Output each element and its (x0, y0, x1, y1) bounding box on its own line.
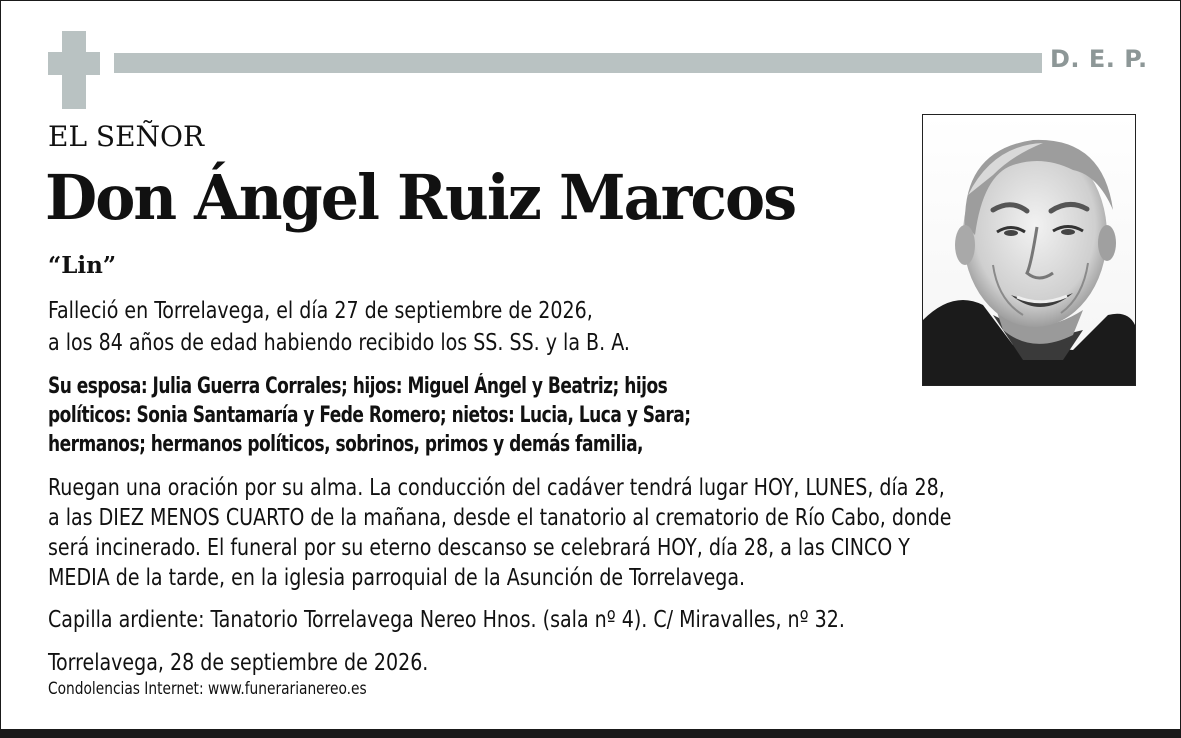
family-line: Su esposa: Julia Guerra Corrales; hijos: Miguel Ángel y Beatriz; hijos (48, 374, 668, 399)
deceased-name: Don Ángel Ruiz Marcos (45, 161, 796, 234)
ceremony-line: Ruegan una oración por su alma. La conducción del cadáver tendrá lugar HOY, LUNES, día 28, (48, 475, 945, 501)
portrait-illustration (923, 115, 1135, 385)
family-line: hermanos; hermanos políticos, sobrinos, primos y demás familia, (48, 432, 644, 457)
family-list (48, 372, 795, 459)
header-rule (114, 53, 1042, 73)
death-info-line: a los 84 años de edad habiendo recibido los SS. SS. y la B. A. (48, 330, 630, 356)
portrait-photo (922, 114, 1136, 386)
ceremony-line: a las DIEZ MENOS CUARTO de la mañana, desde el tanatorio al crematorio de Río Cabo, donde (48, 505, 952, 531)
ceremony-line: será incinerado. El funeral por su eterno descanso se celebrará HOY, día 28, a las CINCO Y (48, 535, 910, 561)
death-info (48, 295, 681, 359)
place-date (48, 648, 461, 678)
cross-icon (48, 31, 100, 109)
condolences (48, 678, 402, 700)
nickname: “Lin” (48, 252, 117, 279)
chapel-info (48, 605, 914, 635)
place-date-line: Torrelavega, 28 de septiembre de 2026. (48, 650, 429, 676)
ceremony-info (48, 473, 1030, 593)
ceremony-line: MEDIA de la tarde, en la iglesia parroquial de la Asunción de Torrelavega. (48, 565, 746, 591)
family-line: políticos: Sonia Santamaría y Fede Romero; nietos: Lucia, Luca y Sara; (48, 403, 691, 428)
condolences-line: Condolencias Internet: www.funerarianereo.es (48, 679, 367, 699)
title-prefix: EL SEÑOR (48, 120, 205, 153)
death-info-line: Falleció en Torrelavega, el día 27 de septiembre de 2026, (48, 298, 593, 324)
chapel-line: Capilla ardiente: Tanatorio Torrelavega Nereo Hnos. (sala nº 4). C/ Miravalles, nº 32. (48, 607, 845, 633)
dep-label: D. E. P. (1050, 45, 1148, 73)
bottom-border (0, 730, 1181, 738)
